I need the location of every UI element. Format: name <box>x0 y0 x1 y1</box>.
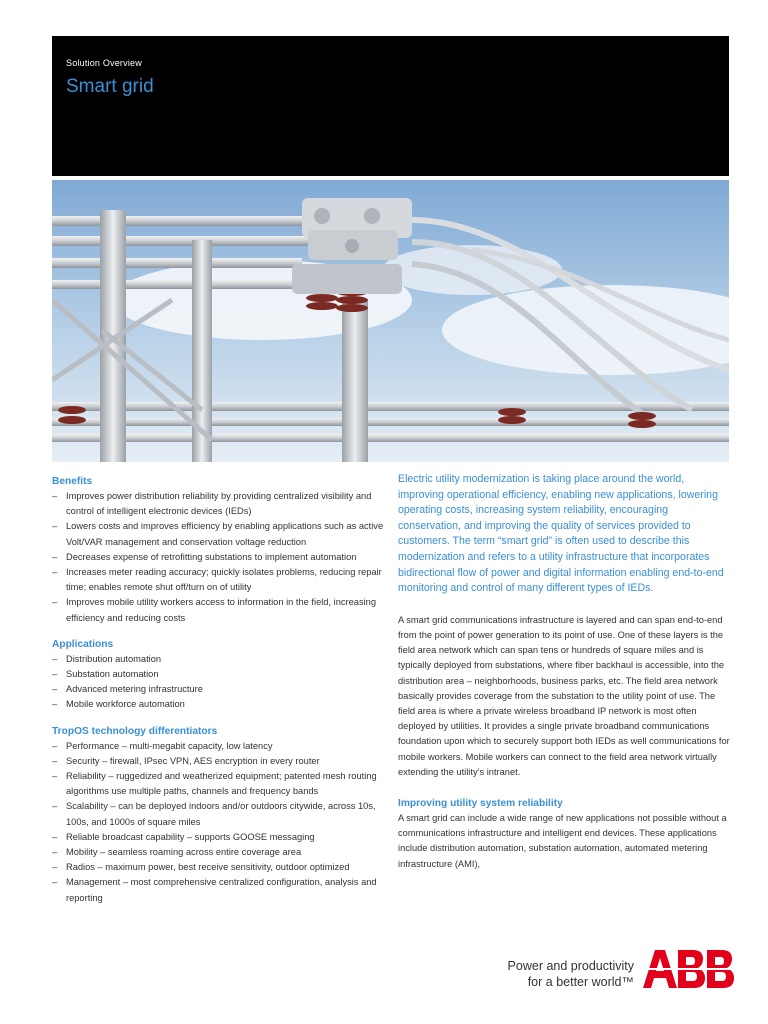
tagline-line-1: Power and productivity <box>507 959 634 973</box>
right-column <box>398 472 730 888</box>
differentiators-list <box>52 739 386 906</box>
list-item: – Mobility – seamless roaming across entire coverage area <box>52 845 386 860</box>
abb-logo <box>643 950 739 988</box>
list-item: – Reliability – ruggedized and weatherized equipment; patented mesh routing algorithms use multiple paths, channels and frequency bands <box>52 769 386 799</box>
body-paragraph: A smart grid communications infrastructure is layered and can span end-to-end from the point of power generation to its point of use. One of these layers is the field area network which can span tens or hundreds of square miles and is typically deployed from substations, where fiber backhaul is accessible, into the distribution area – neighborhoods, business parks, etc. The field area network basically provides coverage from the substation to the utility point of use. The field area is where a private wireless broadband IP network is most often deployed by utilities. It provides a single private broadband communications foundation upon which to securely support both IEDs as well communications for mobile workers. Mobile workers can connect to the field area network virtually extending the utility’s intranet. <box>398 614 730 777</box>
tagline-line-2: for a better world™ <box>527 975 634 989</box>
list-item: – Increases meter reading accuracy; quickly isolates problems, reducing repair time; enables remote shut off/turn on of utility <box>52 565 386 595</box>
list-item: – Reliable broadcast capability – supports GOOSE messaging <box>52 830 386 845</box>
applications-heading: Applications <box>52 638 114 650</box>
intro-paragraph: Electric utility modernization is taking place around the world, improving operational efficiency, enabling new applications, lowering operating costs, increasing system reliability, encouraging conservation, and improving the quality of services provided to customers. The term “smart grid” is often used to describe this modernization and refers to a utility infrastructure that incorporates bidirectional flow of power and digital information enabling end-to-end monitoring and control of many different types of IEDs. <box>398 473 724 595</box>
document-kicker: Solution Overview <box>66 58 142 68</box>
list-item: – Security – firewall, IPsec VPN, AES encryption in every router <box>52 754 386 769</box>
list-item: – Distribution automation <box>52 652 386 667</box>
page-title: Smart grid <box>66 76 154 97</box>
benefits-heading: Benefits <box>52 476 93 487</box>
list-item: – Radios – maximum power, best receive sensitivity, outdoor optimized <box>52 860 386 875</box>
list-item: – Decreases expense of retrofitting substations to implement automation <box>52 550 386 565</box>
left-column <box>52 474 386 917</box>
hero-photo <box>52 180 729 462</box>
differentiators-heading: TropOS technology differentiators <box>52 725 218 737</box>
reliability-paragraph: A smart grid can include a wide range of new applications not possible without a communications infrastructure and intelligent end devices. These applications include distribution automation, substation automation, automated metering infrastructure (AMI), <box>398 812 727 869</box>
list-item: – Improves mobile utility workers access to information in the field, increasing efficiency and reducing costs <box>52 595 386 625</box>
applications-list <box>52 652 386 713</box>
abb-logo-icon <box>643 950 739 988</box>
list-item: – Improves power distribution reliability by providing centralized visibility and control of intelligent electronic devices (IEDs) <box>52 489 386 519</box>
list-item: – Performance – multi-megabit capacity, low latency <box>52 739 386 754</box>
list-item: – Scalability – can be deployed indoors and/or outdoors citywide, across 10s, 100s, and 1000s of square miles <box>52 799 386 829</box>
list-item: – Advanced metering infrastructure <box>52 682 386 697</box>
reliability-heading: Improving utility system reliability <box>398 797 563 809</box>
list-item: – Substation automation <box>52 667 386 682</box>
list-item: – Mobile workforce automation <box>52 697 386 712</box>
benefits-list <box>52 489 386 626</box>
list-item: – Management – most comprehensive centralized configuration, analysis and reporting <box>52 875 386 905</box>
substation-photo-illustration <box>52 180 729 462</box>
header-band <box>52 36 729 176</box>
footer-tagline <box>474 958 634 990</box>
list-item: – Lowers costs and improves efficiency by enabling applications such as active Volt/VAR management and conservation voltage reduction <box>52 519 386 549</box>
